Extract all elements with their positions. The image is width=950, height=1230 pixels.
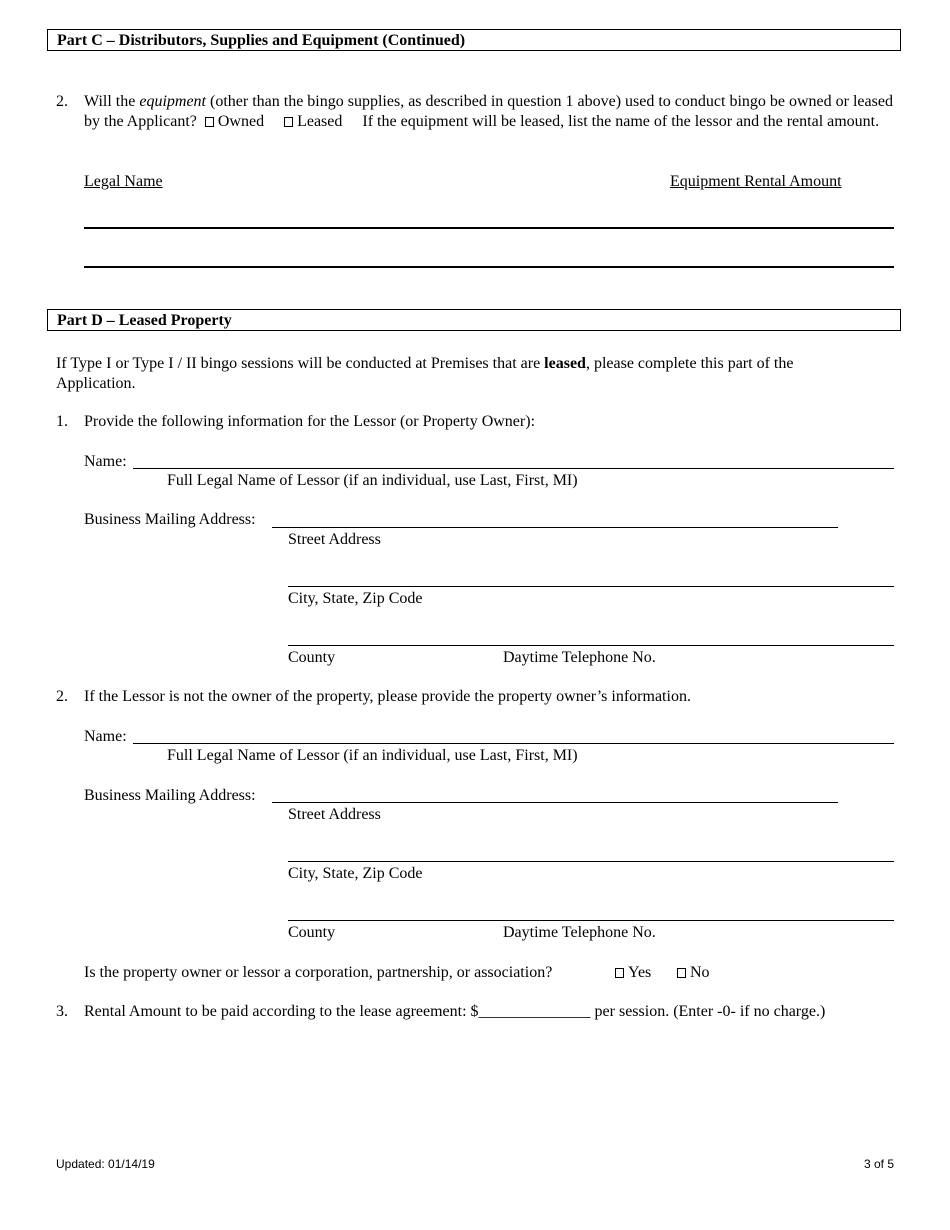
leased-word: leased: [544, 355, 586, 372]
leased-checkbox[interactable]: Leased: [284, 113, 342, 130]
q1-name-field[interactable]: [133, 468, 894, 469]
q1-address-label: Business Mailing Address:: [84, 511, 256, 528]
yes-checkbox[interactable]: Yes: [615, 963, 651, 983]
q2-address-label: Business Mailing Address:: [84, 787, 256, 804]
q2-name-caption: Full Legal Name of Lessor (if an individual, use Last, First, MI): [167, 747, 578, 764]
q2-street-field[interactable]: [272, 802, 838, 803]
rental-amount-column-header: Equipment Rental Amount: [670, 173, 842, 190]
q1-county-phone-field[interactable]: [288, 645, 894, 646]
checkbox-icon: [615, 968, 624, 978]
q2-name-label: Name:: [84, 728, 127, 745]
q2-county-caption: County: [288, 924, 336, 941]
equipment-word: equipment: [139, 93, 206, 110]
no-checkbox[interactable]: No: [677, 963, 710, 983]
part-d-header: Part D – Leased Property: [47, 309, 901, 331]
footer-updated: Updated: 01/14/19: [56, 1157, 155, 1171]
partc-q2-number: 2.: [56, 93, 68, 110]
q2-phone-caption: Daytime Telephone No.: [503, 924, 656, 941]
q1-city-field[interactable]: [288, 586, 894, 587]
partd-q1-text: Provide the following information for the Lessor (or Property Owner):: [84, 413, 536, 430]
legal-name-column-header: Legal Name: [84, 173, 163, 190]
q2-county-phone-field[interactable]: [288, 920, 894, 921]
lessor-entry-line-2[interactable]: [84, 266, 894, 268]
q1-phone-caption: Daytime Telephone No.: [503, 649, 656, 666]
q1-name-caption: Full Legal Name of Lessor (if an individual, use Last, First, MI): [167, 472, 578, 489]
checkbox-icon: [284, 117, 293, 127]
q1-city-caption: City, State, Zip Code: [288, 590, 423, 607]
owned-checkbox[interactable]: Owned: [205, 113, 264, 130]
footer-page-number: 3 of 5: [863, 1157, 894, 1171]
partd-q3-number: 3.: [56, 1003, 68, 1020]
partd-q2-number: 2.: [56, 688, 68, 705]
partc-q2-question: Will the equipment (other than the bingo supplies, as described in question 1 above) used to conduct bingo be owned or leased by the Applicant? Owned Leased If the equipment will be leased, list the name of the lessor and the rental amount.: [84, 93, 893, 130]
corp-question: Is the property owner or lessor a corporation, partnership, or association?: [84, 964, 553, 981]
q2-city-field[interactable]: [288, 861, 894, 862]
partd-intro: If Type I or Type I / II bingo sessions will be conducted at Premises that are leased, please complete this part of the Application.: [56, 355, 794, 392]
q1-county-caption: County: [288, 649, 336, 666]
q2-city-caption: City, State, Zip Code: [288, 865, 423, 882]
part-c-header: Part C – Distributors, Supplies and Equipment (Continued): [47, 29, 901, 51]
partd-q2-text: If the Lessor is not the owner of the property, please provide the property owner’s information.: [84, 688, 691, 705]
q2-name-field[interactable]: [133, 743, 894, 744]
partd-q3-text[interactable]: Rental Amount to be paid according to the lease agreement: $______________ per session. (Enter -0- if no charge.): [84, 1003, 826, 1020]
q1-name-label: Name:: [84, 453, 127, 470]
checkbox-icon: [677, 968, 686, 978]
q2-street-caption: Street Address: [288, 806, 381, 823]
q1-street-caption: Street Address: [288, 531, 381, 548]
partd-q1-number: 1.: [56, 413, 68, 430]
checkbox-icon: [205, 117, 214, 127]
lessor-entry-line-1[interactable]: [84, 227, 894, 229]
q1-street-field[interactable]: [272, 527, 838, 528]
